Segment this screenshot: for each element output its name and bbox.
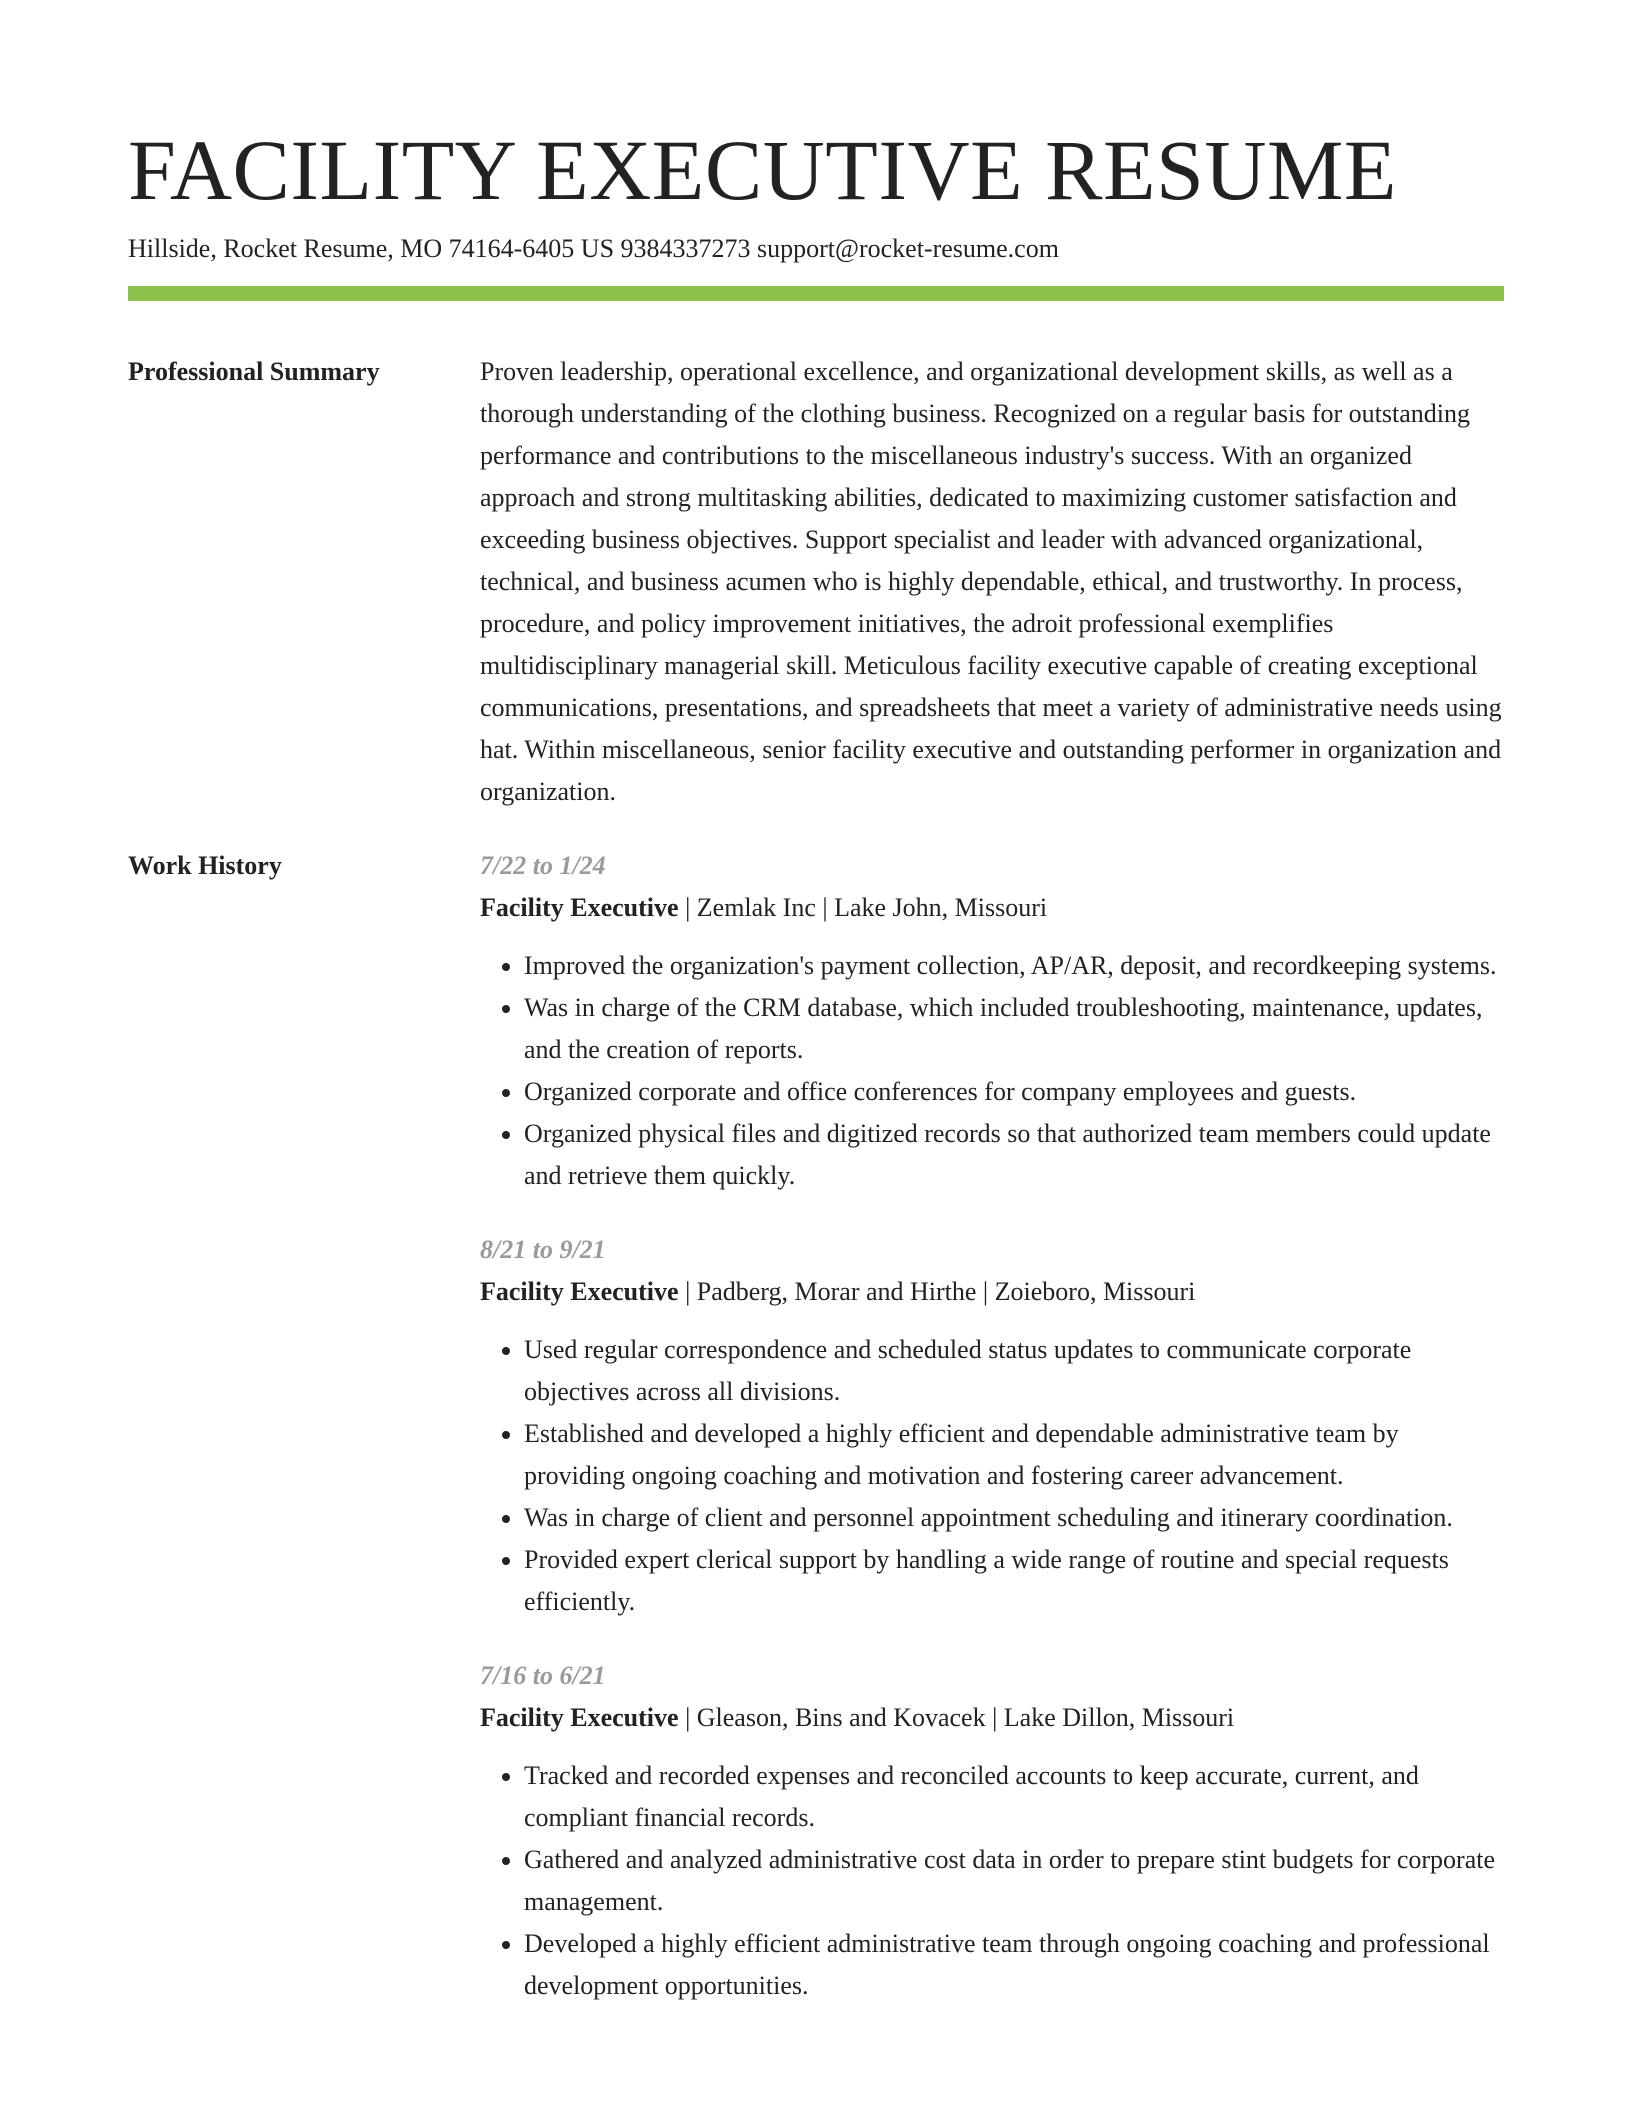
summary-body bbox=[480, 351, 1504, 813]
job-bullet: • Used regular correspondence and scheduled status updates to communicate corporate objectives across all divisions. bbox=[524, 1329, 1504, 1413]
job-heading bbox=[480, 1271, 1504, 1313]
professional-summary-section bbox=[128, 351, 1504, 813]
job-dates: 7/16 to 6/21 bbox=[480, 1661, 606, 1690]
job-entry bbox=[480, 845, 1504, 1197]
job-company-location: | Zemlak Inc | Lake John, Missouri bbox=[678, 893, 1048, 922]
job-bullet-list bbox=[480, 1329, 1504, 1623]
accent-divider bbox=[128, 286, 1504, 301]
job-heading bbox=[480, 887, 1504, 929]
job-bullet: • Tracked and recorded expenses and reconciled accounts to keep accurate, current, and compliant financial records. bbox=[524, 1755, 1504, 1839]
work-history-section bbox=[128, 845, 1504, 2039]
job-company-location: | Gleason, Bins and Kovacek | Lake Dillon, Missouri bbox=[678, 1703, 1235, 1732]
job-bullet-list bbox=[480, 945, 1504, 1197]
job-title: Facility Executive bbox=[480, 1277, 679, 1306]
job-entry bbox=[480, 1655, 1504, 2007]
job-bullet: • Provided expert clerical support by handling a wide range of routine and special requests efficiently. bbox=[524, 1539, 1504, 1623]
job-bullet: • Organized physical files and digitized records so that authorized team members could update and retrieve them quickly. bbox=[524, 1113, 1504, 1197]
job-bullet: • Improved the organization's payment collection, AP/AR, deposit, and recordkeeping systems. bbox=[524, 945, 1504, 987]
section-heading-work-history: Work History bbox=[128, 851, 282, 880]
job-bullet-list bbox=[480, 1755, 1504, 2007]
contact-info: Hillside, Rocket Resume, MO 74164-6405 US 9384337273 support@rocket-resume.com bbox=[128, 234, 1059, 263]
job-title: Facility Executive bbox=[480, 893, 679, 922]
section-heading-professional-summary: Professional Summary bbox=[128, 357, 380, 386]
job-title: Facility Executive bbox=[480, 1703, 679, 1732]
job-company-location: | Padberg, Morar and Hirthe | Zoieboro, Missouri bbox=[678, 1277, 1196, 1306]
work-history-body bbox=[480, 845, 1504, 2039]
summary-text: Proven leadership, operational excellence, and organizational development skills, as well as a thorough understanding of the clothing business. Recognized on a regular basis for outstanding performance and contributions to the miscellaneous industry's success. With an organized approach and strong multitasking abilities, dedicated to maximizing customer satisfaction and exceeding business objectives. Support specialist and leader with advanced organizational, technical, and business acumen who is highly dependable, ethical, and trustworthy. In process, procedure, and policy improvement initiatives, the adroit professional exemplifies multidisciplinary managerial skill. Meticulous facility executive capable of creating exceptional communications, presentations, and spreadsheets that meet a variety of administrative needs using hat. Within miscellaneous, senior facility executive and outstanding performer in organization and organization. bbox=[480, 357, 1502, 806]
job-bullet: • Was in charge of client and personnel appointment scheduling and itinerary coordination. bbox=[524, 1497, 1504, 1539]
job-bullet: • Developed a highly efficient administrative team through ongoing coaching and professional development opportunities. bbox=[524, 1923, 1504, 2007]
job-entry bbox=[480, 1229, 1504, 1623]
job-dates: 8/21 to 9/21 bbox=[480, 1235, 606, 1264]
job-bullet: • Organized corporate and office conferences for company employees and guests. bbox=[524, 1071, 1504, 1113]
job-bullet: • Gathered and analyzed administrative cost data in order to prepare stint budgets for corporate management. bbox=[524, 1839, 1504, 1923]
resume-title: FACILITY EXECUTIVE RESUME bbox=[128, 122, 1397, 218]
job-heading bbox=[480, 1697, 1504, 1739]
job-bullet: • Established and developed a highly efficient and dependable administrative team by providing ongoing coaching and motivation and fostering career advancement. bbox=[524, 1413, 1504, 1497]
job-bullet: • Was in charge of the CRM database, which included troubleshooting, maintenance, updates, and the creation of reports. bbox=[524, 987, 1504, 1071]
job-dates: 7/22 to 1/24 bbox=[480, 851, 606, 880]
resume-page bbox=[128, 0, 1504, 2039]
